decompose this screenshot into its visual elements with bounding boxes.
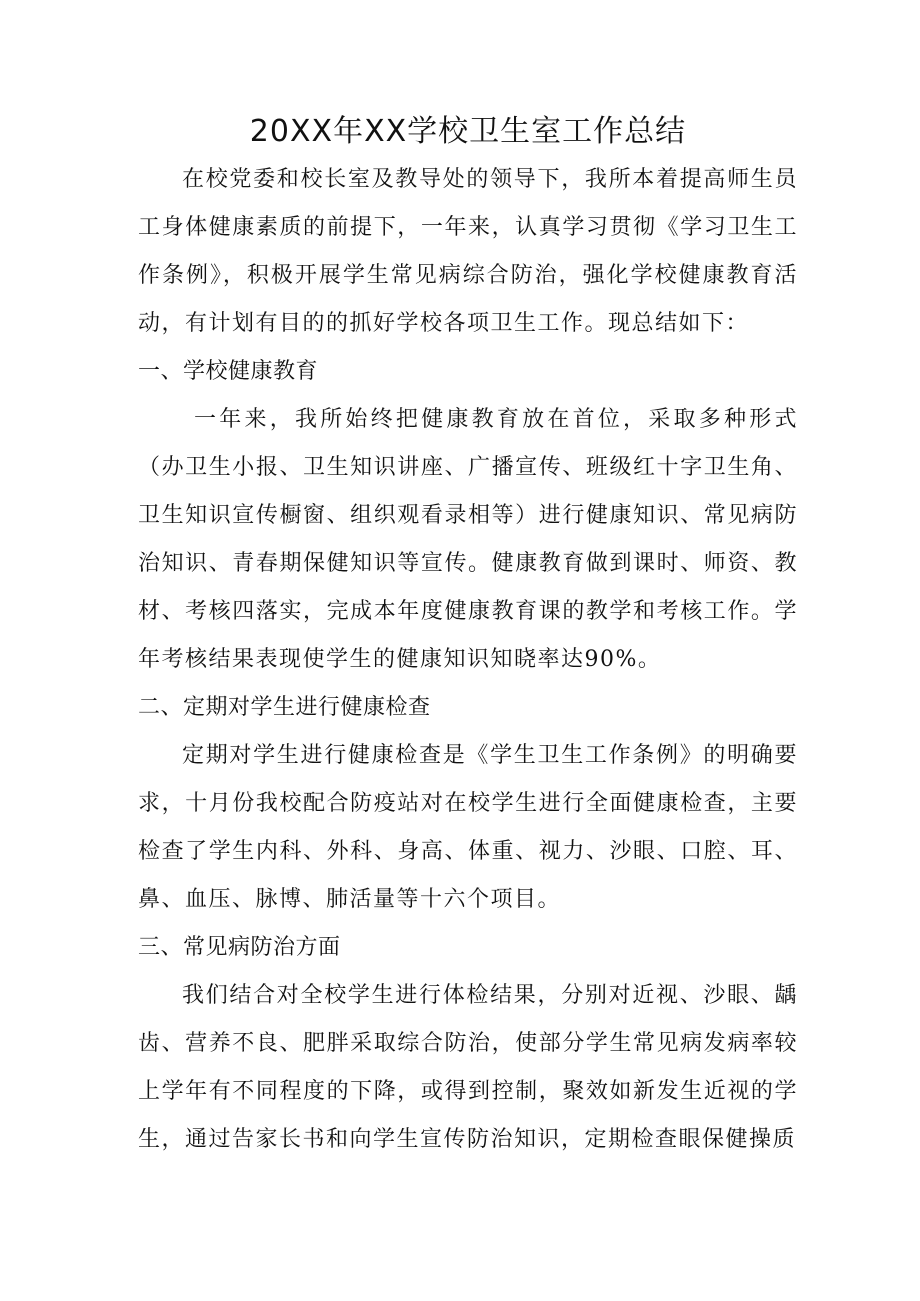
section-heading-disease-prevention: 三、常见病防治方面 [138,935,341,960]
section-body-health-education: 一年来，我所始终把健康教育放在首位，采取多种形式（办卫生小报、卫生知识讲座、广播宣传、班级红十字卫生角、卫生知识宣传橱窗、组织观看录相等）进行健康知识、常见病防治知识、青春期保健知识等宣传。健康教育做到课时、师资、教材、考核四落实，完成本年度健康教育课的教学和考核工作。学年考核结果表现使学生的健康知识知晓率达90%。 [138,407,798,672]
section-body-disease-prevention: 我们结合对全校学生进行体检结果，分别对近视、沙眼、龋齿、营养不良、肥胖采取综合防治，使部分学生常见病发病率较上学年有不同程度的下降，或得到控制，聚效如新发生近视的学生，通过告家长书和向学生宣传防治知识，定期检查眼保健操质 [138,983,798,1152]
document-title: 20XX年XX学校卫生室工作总结 [249,114,687,149]
section-heading-health-education: 一、学校健康教育 [138,359,319,384]
intro-paragraph: 在校党委和校长室及教导处的领导下，我所本着提高师生员工身体健康素质的前提下，一年来，认真学习贯彻《学习卫生工作条例》，积极开展学生常见病综合防治，强化学校健康教育活动，有计划有目的的抓好学校各项卫生工作。现总结如下： [138,167,798,336]
section-body-health-check: 定期对学生进行健康检查是《学生卫生工作条例》的明确要求，十月份我校配合防疫站对在校学生进行全面健康检查，主要检查了学生内科、外科、身高、体重、视力、沙眼、口腔、耳、鼻、血压、脉博、肺活量等十六个项目。 [138,743,798,912]
document-page [138,108,798,1164]
section-heading-health-check: 二、定期对学生进行健康检查 [138,695,431,720]
